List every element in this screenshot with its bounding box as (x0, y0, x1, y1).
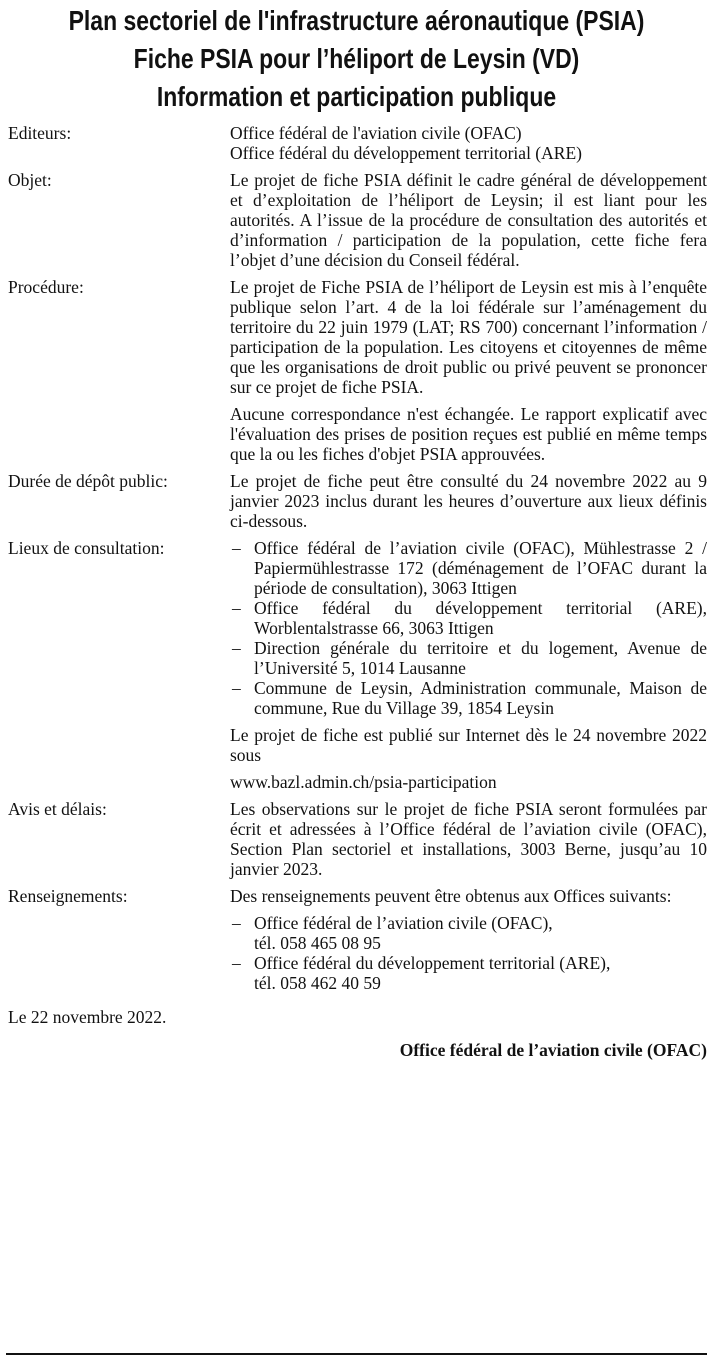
paragraph: Le projet de Fiche PSIA de l’héliport de Leysin est mis à l’enquête publique selon l’art. 4 de la loi fédérale sur l’aménagement du territoire du 22 juin 1979 (LAT; RS 700) concernant l’information / participation de la population. Les citoyens et citoyennes de même que les organisations de droit public ou privé peuvent se prononcer sur ce projet de fiche PSIA. (230, 277, 707, 397)
section-label: Editeurs: (8, 123, 72, 143)
notice-body (0, 123, 713, 1000)
section-value (230, 277, 707, 464)
section-value (230, 799, 707, 879)
section-procedure (0, 277, 713, 464)
contact-name: – Office fédéral de l’aviation civile (OFAC), (254, 913, 553, 933)
section-value (230, 471, 707, 531)
list-item: – Office fédéral de l’aviation civile (OFAC), Mühlestrasse 2 / Papiermühlestrasse 172 (déménagement de l’OFAC durant la période de consultation), 3063 Ittigen (230, 538, 707, 598)
section-value (230, 886, 707, 1000)
list-item: – Commune de Leysin, Administration communale, Maison de commune, Rue du Village 39, 1854 Leysin (230, 678, 707, 718)
paragraph: Aucune correspondance n'est échangée. Le rapport explicatif avec l'évaluation des prises de position reçues est publié en même temps que la ou les fiches d'objet PSIA approuvées. (230, 404, 707, 464)
section-objet (0, 170, 713, 270)
section-value (230, 538, 707, 792)
contact-phone: tél. 058 465 08 95 (254, 933, 381, 953)
section-duree (0, 471, 713, 531)
paragraph: Le projet de fiche est publié sur Internet dès le 24 novembre 2022 sous (230, 725, 707, 765)
list-item: – Direction générale du territoire et du logement, Avenue de l’Université 5, 1014 Lausanne (230, 638, 707, 678)
paragraph: Des renseignements peuvent être obtenus aux Offices suivants: (230, 886, 672, 906)
contact-phone: tél. 058 462 40 59 (254, 973, 381, 993)
notice-date: Le 22 novembre 2022. (8, 1007, 167, 1027)
section-lieux (0, 538, 713, 792)
section-label: Renseignements: (8, 886, 128, 906)
paragraph: Le projet de fiche PSIA définit le cadre général de développement et d’exploitation de l’héliport de Leysin; il est liant pour les autorités. A l’issue de la procédure de consultation des autorités et d’information / participation de la population, cette fiche fera l’objet d’une décision du Conseil fédéral. (230, 170, 707, 270)
section-avis (0, 799, 713, 879)
section-label: Durée de dépôt public: (8, 471, 168, 491)
page-subtitle-2: Information et participation publique (156, 81, 557, 112)
section-label: Lieux de consultation: (8, 538, 165, 558)
section-label: Avis et délais: (8, 799, 107, 819)
editor-line: Office fédéral de l'aviation civile (OFAC) (230, 123, 522, 143)
section-editeurs (0, 123, 713, 163)
bottom-rule (6, 1353, 707, 1355)
list-item (230, 913, 707, 953)
section-label: Objet: (8, 170, 52, 190)
paragraph: Les observations sur le projet de fiche PSIA seront formulées par écrit et adressées à l’Office fédéral de l’aviation civile (OFAC), Section Plan sectoriel et installations, 3003 Berne, jusqu’au 10 janvier 2023. (230, 799, 707, 879)
section-label: Procédure: (8, 277, 84, 297)
page-subtitle: Fiche PSIA pour l’héliport de Leysin (VD) (133, 43, 580, 74)
list-item: – Office fédéral du développement territorial (ARE), Worblentalstrasse 66, 3063 Ittigen (230, 598, 707, 638)
location-list (230, 538, 707, 718)
contact-name: – Office fédéral du développement territorial (ARE), (254, 953, 611, 973)
paragraph: Le projet de fiche peut être consulté du 24 novembre 2022 au 9 janvier 2023 inclus durant les heures d’ouverture aux lieux définis ci-dessous. (230, 471, 707, 531)
editor-line: Office fédéral du développement territorial (ARE) (230, 143, 582, 163)
section-renseignements (0, 886, 713, 1000)
signature: Office fédéral de l’aviation civile (OFAC) (399, 1040, 707, 1060)
section-value (230, 123, 707, 163)
contact-list (230, 913, 707, 993)
website-url[interactable]: www.bazl.admin.ch/psia-participation (230, 772, 497, 792)
list-item (230, 953, 707, 993)
section-value (230, 170, 707, 270)
header (0, 0, 713, 116)
page-title: Plan sectoriel de l'infrastructure aéronautique (PSIA) (68, 5, 645, 36)
